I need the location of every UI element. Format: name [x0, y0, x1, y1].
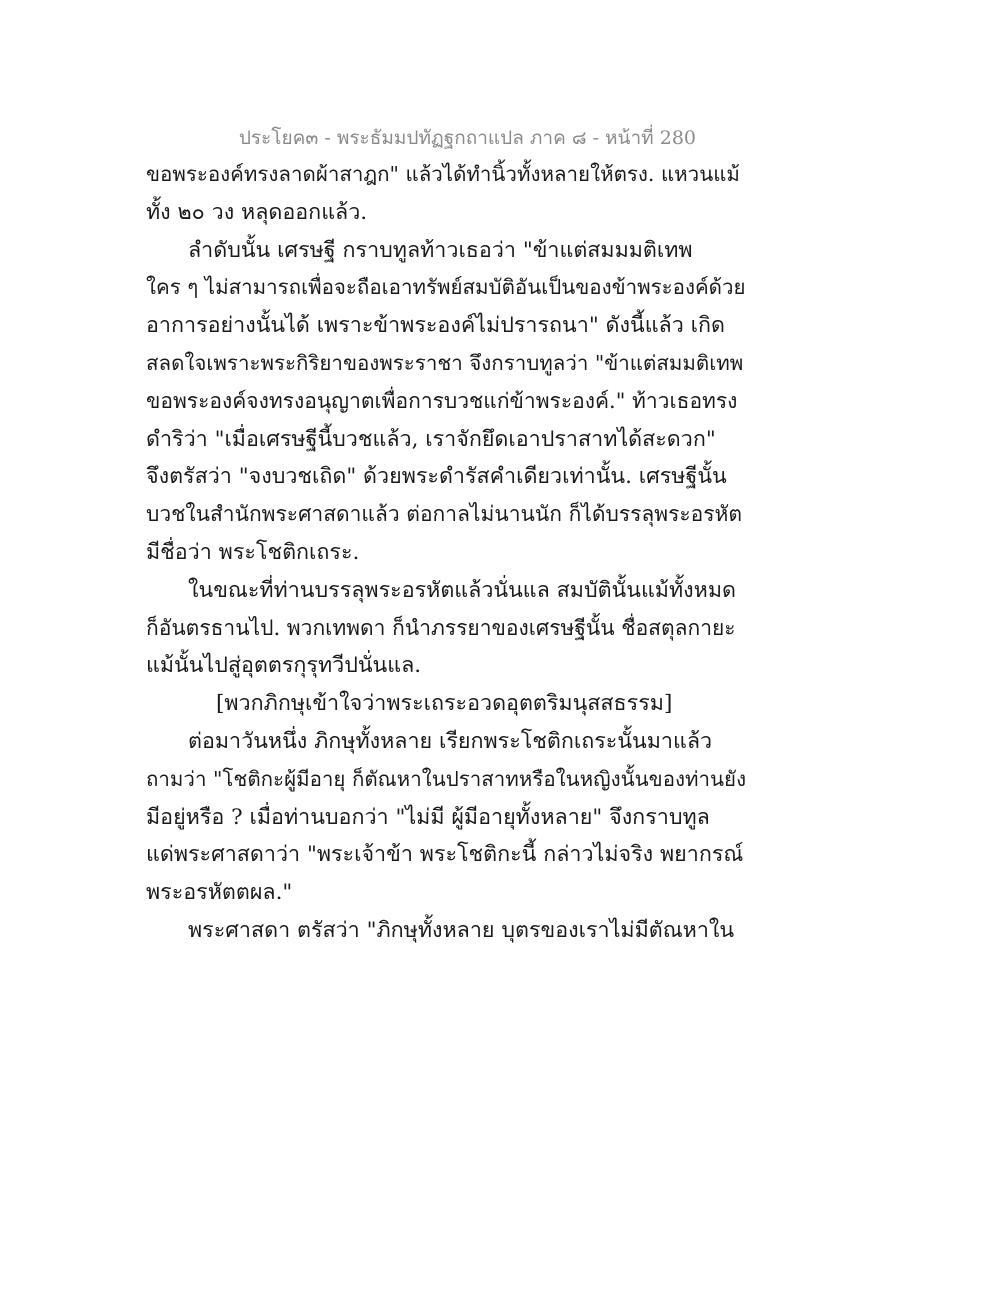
- text-line: ในขณะที่ท่านบรรลุพระอรหัตแล้วนั่นแล สมบัตินั้นแม้ทั้งหมด: [188, 577, 736, 603]
- text-line: แม้นั้นไปสู่อุตตรกุรุทวีปนั่นแล.: [146, 653, 422, 679]
- text-line: ก็อันตรธานไป. พวกเทพดา ก็นำภรรยาของเศรษฐีนั้น ชื่อสตุลกายะ: [146, 615, 736, 640]
- text-line: ทั้ง ๒๐ วง หลุดออกแล้ว.: [146, 199, 368, 225]
- text-line: แด่พระศาสดาว่า "พระเจ้าข้า พระโชติกะนี้ กล่าวไม่จริง พยากรณ์: [146, 842, 744, 868]
- text-line: จึงตรัสว่า "จงบวชเถิด" ด้วยพระดำรัสคำเดียวเท่านั้น. เศรษฐีนั้น: [146, 464, 727, 490]
- text-line: อาการอย่างนั้นได้ เพราะข้าพระองค์ไม่ปรารถนา" ดังนี้แล้ว เกิด: [146, 313, 725, 339]
- text-line: สลดใจเพราะพระกิริยาของพระราชา จึงกราบทูลว่า "ข้าแต่สมมติเทพ: [146, 350, 744, 375]
- text-line: ดำริว่า "เมื่อเศรษฐีนี้บวชแล้ว, เราจักยึดเอาปราสาทได้สะดวก": [146, 426, 716, 452]
- page-header: ประโยค๓ - พระธัมมปทัฏฐกถาแปล ภาค ๘ - หน้าที่ 280: [238, 127, 696, 149]
- text-line: พระอรหัตตผล.": [146, 880, 293, 906]
- text-line: พระศาสดา ตรัสว่า "ภิกษุทั้งหลาย บุตรของเราไม่มีตัณหาใน: [188, 917, 735, 943]
- text-line: ต่อมาวันหนึ่ง ภิกษุทั้งหลาย เรียกพระโชติกเถระนั้นมาแล้ว: [188, 728, 713, 754]
- text-line: ถามว่า "โชติกะผู้มีอายุ ก็ตัณหาในปราสาทหรือในหญิงนั้นของท่านยัง: [146, 766, 747, 791]
- text-line: ใคร ๆ ไม่สามารถเพื่อจะถือเอาทรัพย์สมบัติอันเป็นของข้าพระองค์ด้วย: [146, 275, 746, 300]
- section-heading: [พวกภิกษุเข้าใจว่าพระเถระอวดอุตตริมนุสสธรรม]: [216, 691, 673, 717]
- text-line: มีอยู่หรือ ? เมื่อท่านบอกว่า "ไม่มี ผู้มีอายุทั้งหลาย" จึงกราบทูล: [146, 804, 710, 830]
- text-line: ลำดับนั้น เศรษฐี กราบทูลท้าวเธอว่า "ข้าแต่สมมมติเทพ: [188, 237, 693, 263]
- text-line: มีชื่อว่า พระโชติกเถระ.: [146, 539, 360, 565]
- text-line: ขอพระองค์จงทรงอนุญาตเพื่อการบวชแก่ข้าพระองค์." ท้าวเธอทรง: [146, 388, 738, 413]
- text-line: ขอพระองค์ทรงลาดผ้าสาฎก" แล้วได้ทำนิ้วทั้งหลายให้ตรง. แหวนแม้: [146, 162, 740, 186]
- body-text: [146, 156, 747, 950]
- text-line: บวชในสำนักพระศาสดาแล้ว ต่อกาลไม่นานนัก ก็ได้บรรลุพระอรหัต: [146, 502, 743, 527]
